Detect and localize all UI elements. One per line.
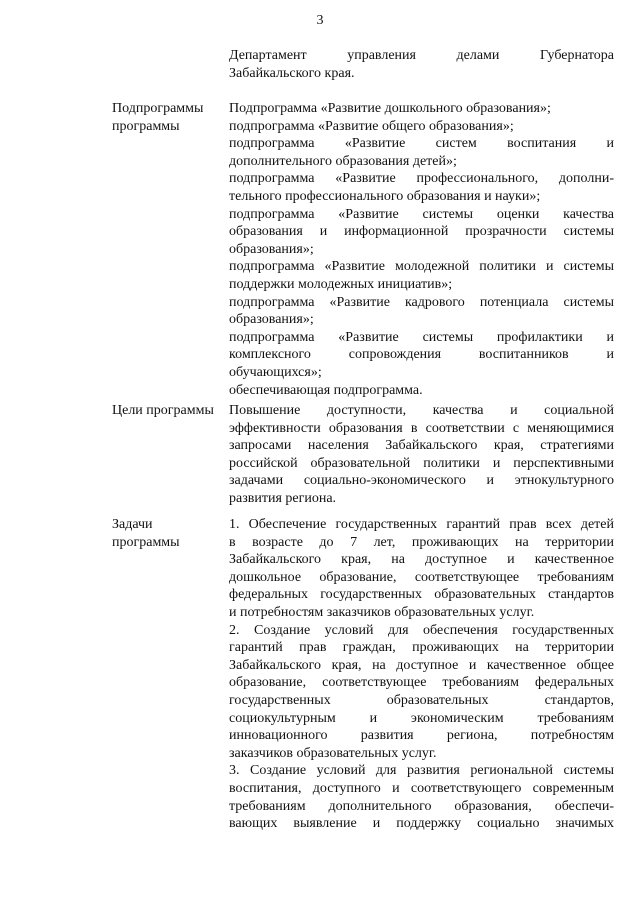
text-line: развития региона. [229,490,337,506]
text-line: подпрограмма «Развитие кадрового потенциала системы [229,294,614,310]
label-line: программы [112,534,180,550]
page-number: 3 [316,13,324,28]
text-line: задачами социально-экономического и этнокультурного [229,473,614,489]
text-line: образования»; [229,312,314,328]
goals-label [112,402,230,420]
text-line: Подпрограмма «Развитие дошкольного образования»; [229,101,551,116]
text-line: образования и информационной прозрачности системы [229,224,614,240]
text-line: 1. Обеспечение государственных гарантий прав всех детей [229,517,614,532]
text-line: гарантий прав граждан, проживающих на территории [229,640,614,656]
label-line: Подпрограммы [112,101,204,116]
text-line: обеспечивающая подпрограмма. [229,382,423,398]
text-line: подпрограмма «Развитие общего образования»; [229,118,514,134]
text-line: комплексного сопровождения воспитанников и [229,347,614,363]
responsible-text [229,47,614,82]
text-line: и потребностям заказчиков образовательных услуг. [229,604,535,620]
text-line: образования»; [229,241,314,257]
text-line: дополнительного образования детей»; [229,153,457,169]
text-line: эффективности образования в соответствии с меняющимися [229,420,614,436]
text-line: Забайкальского края, на доступное и качественное общее [229,657,614,673]
text-line: 3. Создание условий для развития региональной системы [229,763,614,779]
text-line: социокультурным и экономическим требованиям [229,710,614,726]
text-line: Забайкальского края. [229,65,355,81]
text-line: государственных образовательных стандартов, [229,692,614,708]
text-line: вающих выявление и поддержку социально значимых [229,816,614,832]
text-line: обучающихся»; [229,364,322,380]
text-line: требованиям дополнительного образования, обеспечи- [229,798,614,814]
subprograms-text [229,100,614,399]
text-line: поддержки молодежных инициатив»; [229,276,453,292]
text-line: подпрограмма «Развитие системы оценки качества [229,206,614,222]
text-line: дошкольное образование, соответствующее требованиям [229,569,614,585]
tasks-label [112,516,230,551]
text-line: Повышение доступности, качества и социальной [229,403,614,418]
text-line: в возрасте до 7 лет, проживающих на территории [229,534,614,550]
text-line: образование, соответствующее требованиям федеральных [229,675,614,691]
text-line: Забайкальского края, на доступное и качественное [229,552,614,568]
text-line: запросами населения Забайкальского края, стратегиями [229,438,614,454]
text-line: подпрограмма «Развитие системы профилактики и [229,329,614,345]
text-line: воспитания, доступного и соответствующего современным [229,780,614,796]
text-line: 2. Создание условий для обеспечения государственных [229,622,614,638]
text-line: федеральных государственных образовательных стандартов [229,587,614,603]
text-line: российской образовательной политики и перспективными [229,455,614,471]
text-line: заказчиков образовательных услуг. [229,745,437,761]
label-line: Задачи [112,517,153,532]
text-line: инновационного развития региона, потребностям [229,728,614,744]
text-line: Департамент управления делами Губернатора [229,48,614,63]
label-line: Цели программы [112,403,214,418]
text-line: подпрограмма «Развитие профессионального, дополни- [229,171,614,187]
label-line: программы [112,118,180,134]
subprograms-label [112,100,230,135]
text-line: тельного профессионального образования и науки»; [229,188,541,204]
goals-text [229,402,614,508]
text-line: подпрограмма «Развитие молодежной политики и системы [229,259,614,275]
text-line: подпрограмма «Развитие систем воспитания и [229,136,614,152]
tasks-text [229,516,614,833]
